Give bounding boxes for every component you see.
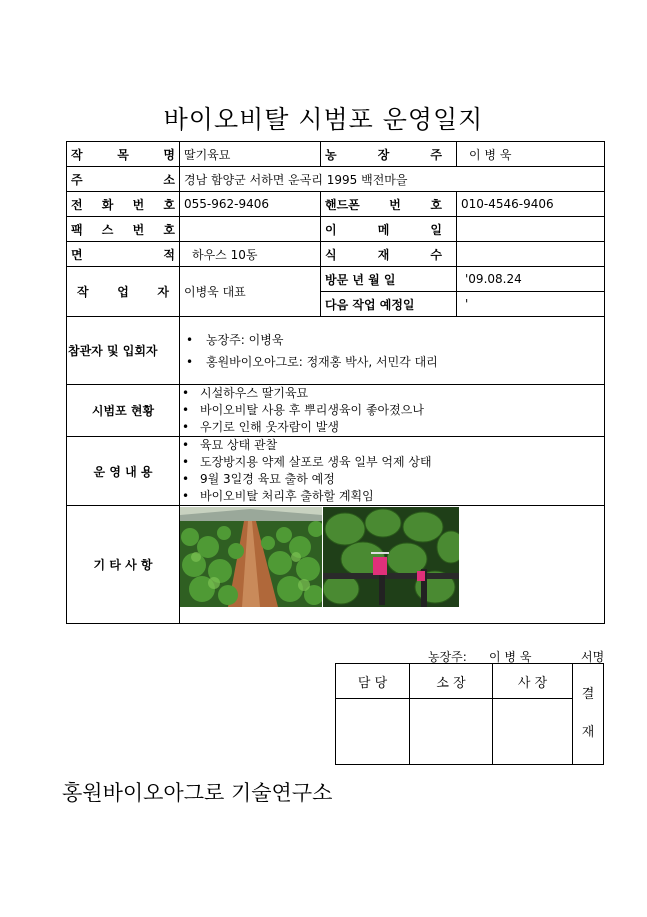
label-address: 주 소 — [67, 167, 180, 192]
row-attendees — [67, 317, 605, 385]
value-planting — [457, 242, 605, 267]
list-item: • 시설하우스 딸기육묘 — [180, 385, 600, 402]
approval-header-director: 소 장 — [410, 664, 493, 699]
document-title: 바이오비탈 시범포 운영일지 — [163, 105, 484, 134]
label-farmer: 농 장 주 — [321, 142, 457, 167]
row-address — [67, 167, 605, 192]
list-item: • 바이오비탈 처리후 출하할 계획임 — [180, 488, 600, 505]
label-attendees: 참관자 및 입회자 — [67, 317, 180, 385]
list-item: • 도장방지용 약제 살포로 생육 일부 억제 상태 — [180, 454, 600, 471]
label-email: 이 메 일 — [321, 217, 457, 242]
list-item: • 육묘 상태 관찰 — [180, 437, 600, 454]
value-area: 하우스 10동 — [180, 242, 321, 267]
label-area: 면 적 — [67, 242, 180, 267]
row-operation — [67, 437, 605, 506]
list-item: • 홍원바이오아그로: 정재홍 박사, 서민각 대리 — [184, 351, 600, 373]
row-crop-farmer — [67, 142, 605, 167]
label-operation: 운 영 내 용 — [67, 437, 180, 506]
organization-footer: 홍원바이오아그로 기술연구소 — [62, 781, 333, 805]
label-planting: 식 재 수 — [321, 242, 457, 267]
label-phone: 전 화 번 호 — [67, 192, 180, 217]
label-crop: 작 목 명 — [67, 142, 180, 167]
value-worker: 이병욱 대표 — [180, 267, 321, 317]
row-status — [67, 385, 605, 437]
value-operation — [180, 437, 605, 506]
label-mobile: 핸드폰 번 호 — [321, 192, 457, 217]
value-address: 경남 함양군 서하면 운곡리 1995 백전마을 — [180, 167, 605, 192]
approval-stamp-president — [493, 699, 573, 765]
list-item: • 우기로 인해 웃자람이 발생 — [180, 419, 600, 436]
value-crop: 딸기육묘 — [180, 142, 321, 167]
label-fax: 팩 스 번 호 — [67, 217, 180, 242]
value-fax — [180, 217, 321, 242]
value-farmer: 이 병 욱 — [457, 142, 605, 167]
attendees-list — [184, 329, 600, 373]
value-email — [457, 217, 605, 242]
value-visit-date: '09.08.24 — [457, 267, 605, 292]
value-misc — [180, 506, 605, 624]
row-misc — [67, 506, 605, 624]
row-phone — [67, 192, 605, 217]
value-phone: 055-962-9406 — [180, 192, 321, 217]
label-visit-date: 방문 년 월 일 — [321, 267, 457, 292]
approval-box — [335, 663, 604, 765]
list-item: • 농장주: 이병욱 — [184, 329, 600, 351]
row-visit — [67, 267, 605, 292]
info-table — [66, 141, 605, 624]
signature-field-label: 서명 — [581, 650, 605, 664]
photo-seedling-closeup — [323, 507, 459, 607]
value-attendees — [180, 317, 605, 385]
approval-side-label: 결 재 — [573, 664, 604, 765]
row-area — [67, 242, 605, 267]
approval-header-staff: 담 당 — [336, 664, 410, 699]
status-list — [180, 385, 600, 436]
approval-stamp-staff — [336, 699, 410, 765]
farmer-signature-name: 이 병 욱 — [489, 650, 532, 664]
row-fax — [67, 217, 605, 242]
photo-seedling-rows — [180, 507, 322, 607]
list-item: • 9월 3일경 육묘 출하 예정 — [180, 471, 600, 488]
label-misc: 기 타 사 항 — [67, 506, 180, 624]
label-worker: 작 업 자 — [67, 267, 180, 317]
label-status: 시범포 현황 — [67, 385, 180, 437]
approval-stamp-director — [410, 699, 493, 765]
label-next-work: 다음 작업 예정일 — [321, 292, 457, 317]
value-next-work: ' — [457, 292, 605, 317]
value-mobile: 010-4546-9406 — [457, 192, 605, 217]
operation-list — [180, 437, 600, 505]
approval-header-president: 사 장 — [493, 664, 573, 699]
farmer-signature-label: 농장주: — [428, 650, 467, 664]
value-status — [180, 385, 605, 437]
list-item: • 바이오비탈 사용 후 뿌리생육이 좋아졌으나 — [180, 402, 600, 419]
